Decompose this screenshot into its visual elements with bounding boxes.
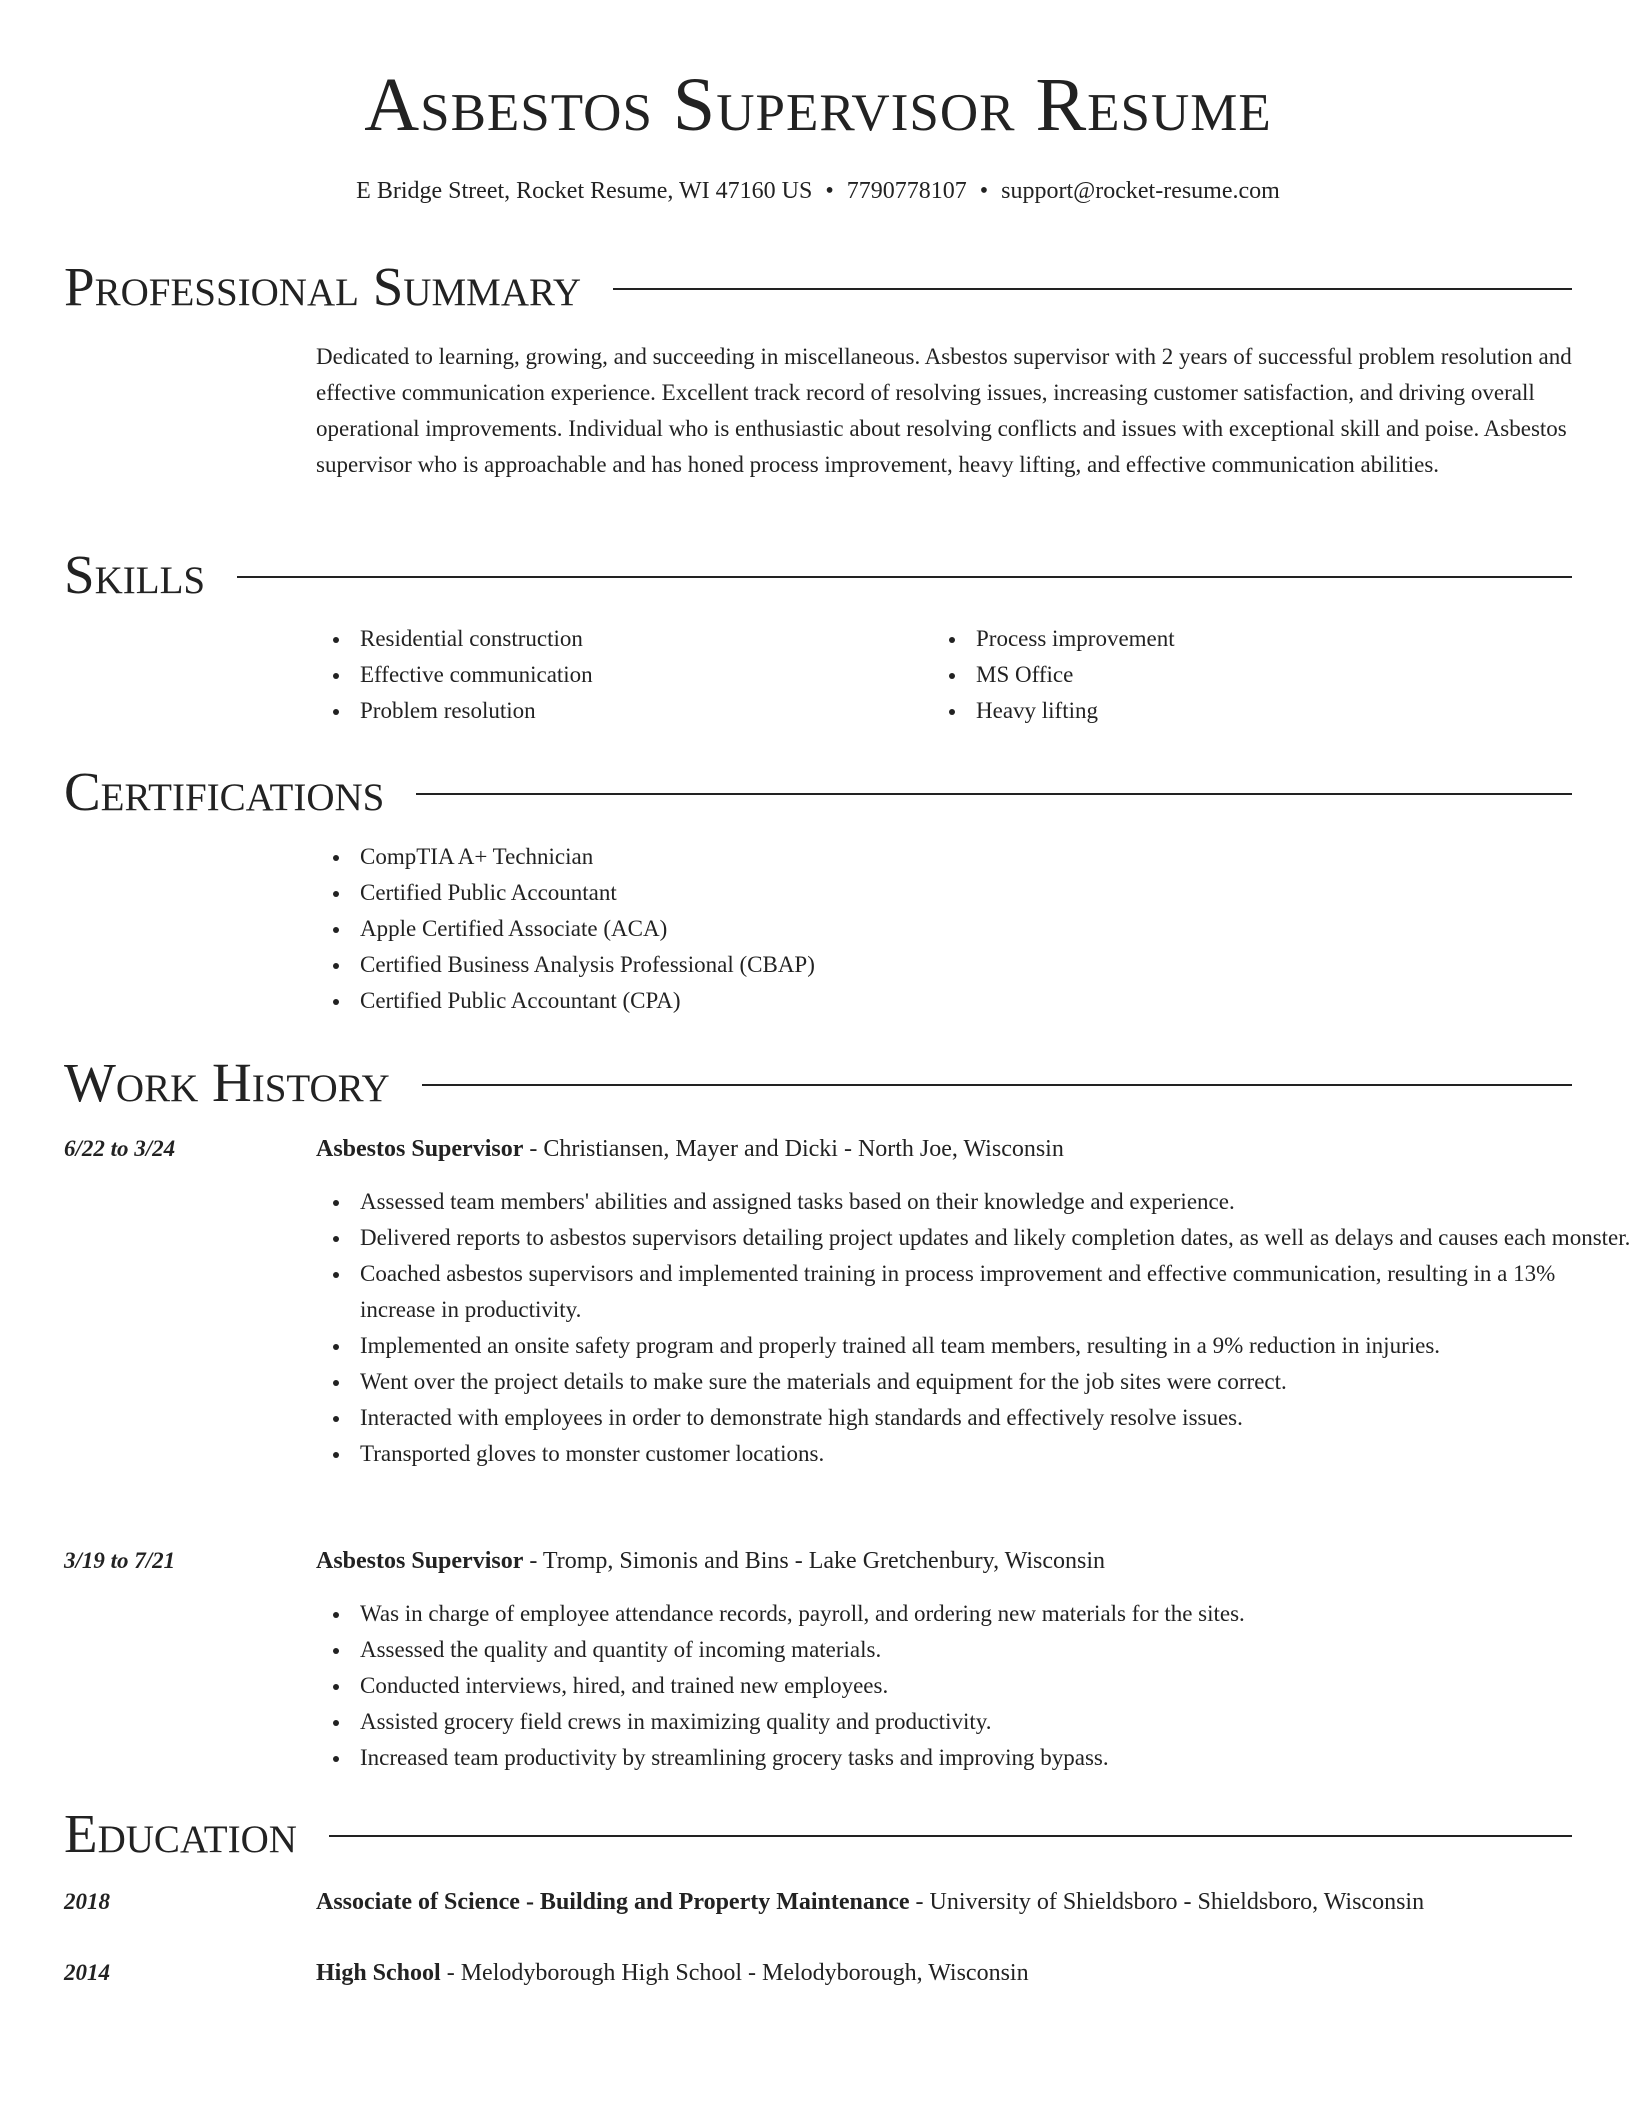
bullet-icon [949, 637, 955, 643]
section-title-skills: Skills [64, 544, 206, 605]
bullet-icon [333, 1344, 339, 1350]
section-header-education [64, 1804, 1572, 1864]
list-item [316, 839, 1632, 875]
resume-name: Asbestos Supervisor Resume [364, 63, 1272, 147]
contact-address: E Bridge Street, Rocket Resume, WI 47160 US [356, 178, 813, 204]
education-school: - University of Shieldsboro - Shieldsboro, Wisconsin [909, 1889, 1425, 1915]
list-item [316, 1632, 1632, 1668]
bullet-icon [333, 673, 339, 679]
list-item-text: Assessed the quality and quantity of incoming materials. [360, 1637, 882, 1662]
list-item-text: Delivered reports to asbestos supervisors detailing project updates and likely completion dates, as well as delays and causes each monster. [360, 1225, 1631, 1250]
contact-line [64, 174, 1572, 208]
section-title-certifications: Certifications [64, 761, 385, 822]
job-title-line [316, 1543, 1616, 1579]
bullet-icon [333, 1756, 339, 1762]
bullet-icon [333, 709, 339, 715]
section-divider [613, 288, 1572, 290]
list-item [316, 1400, 1632, 1436]
job-title-line [316, 1131, 1616, 1167]
contact-separator: • [825, 178, 834, 204]
list-item-text: Assessed team members' abilities and assigned tasks based on their knowledge and experience. [360, 1189, 1235, 1214]
contact-email: support@rocket-resume.com [1001, 178, 1280, 204]
list-item [316, 1596, 1632, 1632]
list-item [316, 1704, 1632, 1740]
list-item [316, 1364, 1632, 1400]
section-header-summary [64, 257, 1572, 317]
bullet-icon [333, 927, 339, 933]
summary-paragraph: Dedicated to learning, growing, and succeeding in miscellaneous. Asbestos supervisor with 2 years of successful problem resolution and effective communication experience. Excellent track record of resolving issues, increasing customer satisfaction, and driving overall operational improvements. Individual who is enthusiastic about resolving conflicts and issues with exceptional skill and poise. Asbestos supervisor who is approachable and has honed process improvement, heavy lifting, and effective communication abilities. [316, 344, 1572, 477]
bullet-icon [333, 637, 339, 643]
list-item-text: CompTIA A+ Technician [360, 844, 594, 869]
resume-page [64, 0, 1631, 2112]
skills-column-left [316, 621, 876, 729]
bullet-icon [333, 855, 339, 861]
bullet-icon [333, 999, 339, 1005]
list-item [316, 1436, 1632, 1472]
list-item [316, 947, 1632, 983]
bullet-icon [949, 673, 955, 679]
list-item [932, 657, 1492, 693]
list-item-text: Interacted with employees in order to demonstrate high standards and effectively resolve issues. [360, 1405, 1243, 1430]
bullet-icon [333, 1612, 339, 1618]
list-item-text: Process improvement [976, 626, 1175, 651]
bullet-icon [333, 1236, 339, 1242]
section-header-skills [64, 545, 1572, 605]
list-item-text: Went over the project details to make sure the materials and equipment for the job sites were correct. [360, 1369, 1287, 1394]
education-school: - Melodyborough High School - Melodyborough, Wisconsin [440, 1960, 1029, 1986]
list-item-text: Assisted grocery field crews in maximizing quality and productivity. [360, 1709, 992, 1734]
list-item [932, 693, 1492, 729]
section-divider [329, 1835, 1572, 1837]
bullet-icon [333, 1452, 339, 1458]
bullet-icon [333, 891, 339, 897]
list-item-text: Transported gloves to monster customer locations. [360, 1441, 825, 1466]
bullet-icon [333, 1380, 339, 1386]
bullet-icon [333, 1720, 339, 1726]
list-item [316, 1184, 1632, 1220]
list-item-text: Problem resolution [360, 698, 536, 723]
list-item-text: MS Office [976, 662, 1074, 687]
list-item-text: Residential construction [360, 626, 583, 651]
bullet-icon [333, 1416, 339, 1422]
list-item-text: Effective communication [360, 662, 593, 687]
list-item-text: Heavy lifting [976, 698, 1098, 723]
section-header-work [64, 1053, 1572, 1113]
list-item [316, 875, 1632, 911]
bullet-icon [333, 963, 339, 969]
list-item [316, 657, 876, 693]
list-item [316, 911, 1632, 947]
job-bullets [316, 1596, 1632, 1776]
section-title-education: Education [64, 1803, 297, 1864]
list-item [316, 693, 876, 729]
education-year: 2018 [64, 1889, 110, 1914]
skills-column-right [932, 621, 1492, 729]
job-dates: 6/22 to 3/24 [64, 1136, 176, 1161]
section-header-certifications [64, 762, 1572, 822]
bullet-icon [333, 1272, 339, 1278]
job-dates: 3/19 to 7/21 [64, 1548, 176, 1573]
list-item [316, 1740, 1632, 1776]
bullet-icon [333, 1684, 339, 1690]
education-year: 2014 [64, 1960, 110, 1985]
bullet-icon [333, 1200, 339, 1206]
list-item-text: Was in charge of employee attendance records, payroll, and ordering new materials for the sites. [360, 1601, 1245, 1626]
list-item-text: Coached asbestos supervisors and implemented training in process improvement and effective communication, resulting in a 13% increase in productivity. [360, 1261, 1556, 1322]
contact-phone: 7790778107 [846, 178, 967, 204]
section-divider [422, 1084, 1572, 1086]
section-divider [416, 793, 1572, 795]
education-line [316, 1884, 1616, 1920]
job-company: - Christiansen, Mayer and Dicki - North Joe, Wisconsin [523, 1136, 1064, 1162]
list-item-text: Implemented an onsite safety program and properly trained all team members, resulting in a 9% reduction in injuries. [360, 1333, 1441, 1358]
section-title-work: Work History [64, 1052, 390, 1113]
list-item-text: Certified Business Analysis Professional (CBAP) [360, 952, 815, 977]
job-company: - Tromp, Simonis and Bins - Lake Gretchenbury, Wisconsin [523, 1548, 1106, 1574]
list-item-text: Increased team productivity by streamlining grocery tasks and improving bypass. [360, 1745, 1109, 1770]
job-title: Asbestos Supervisor [316, 1548, 524, 1574]
list-item [316, 621, 876, 657]
list-item [316, 1668, 1632, 1704]
bullet-icon [333, 1648, 339, 1654]
education-degree: Associate of Science - Building and Property Maintenance [316, 1889, 910, 1915]
list-item-text: Certified Public Accountant [360, 880, 617, 905]
list-item-text: Conducted interviews, hired, and trained new employees. [360, 1673, 889, 1698]
job-title: Asbestos Supervisor [316, 1136, 524, 1162]
contact-separator: • [979, 178, 989, 204]
bullet-icon [949, 709, 955, 715]
list-item [316, 1220, 1632, 1256]
education-line [316, 1955, 1616, 1991]
list-item [316, 1256, 1632, 1328]
list-item-text: Certified Public Accountant (CPA) [360, 988, 681, 1013]
list-item [932, 621, 1492, 657]
education-degree: High School [316, 1960, 441, 1986]
list-item [316, 1328, 1632, 1364]
list-item [316, 983, 1632, 1019]
section-title-summary: Professional Summary [64, 256, 582, 317]
job-bullets [316, 1184, 1632, 1472]
certifications-list [316, 839, 1632, 1019]
section-divider [237, 576, 1572, 578]
list-item-text: Apple Certified Associate (ACA) [360, 916, 668, 941]
